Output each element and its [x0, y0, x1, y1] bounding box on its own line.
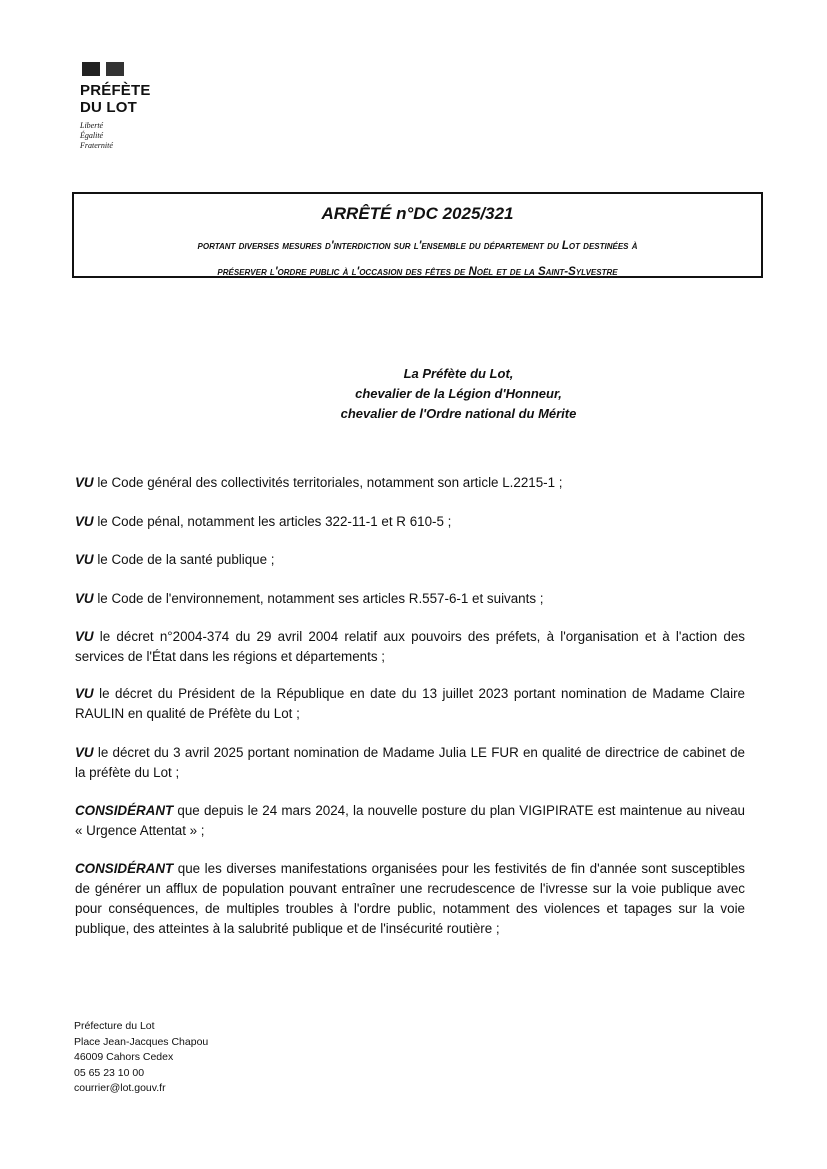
paragraph-lead: VU [75, 475, 94, 490]
paragraph [75, 589, 745, 609]
paragraph [75, 743, 745, 783]
title-box [72, 192, 763, 278]
decree-subtitle [74, 233, 761, 285]
motto [80, 121, 151, 151]
subtitle-line: préserver l'ordre public à l'occasion des fêtes de Noël et de la Saint-Sylvestre [217, 266, 618, 278]
marianne-emblem-icon [82, 62, 151, 76]
paragraph-lead: VU [75, 629, 94, 644]
authority-line: La Préfète du Lot, [403, 366, 514, 381]
paragraph-text: le Code de l'environnement, notamment ses articles R.557-6-1 et suivants ; [93, 591, 544, 606]
paragraph-lead: CONSIDÉRANT [75, 861, 174, 876]
authority-line: chevalier de la Légion d'Honneur, [355, 386, 562, 401]
motto-line: Liberté [80, 121, 104, 130]
paragraph-lead: VU [75, 745, 94, 760]
org-name [80, 82, 151, 116]
footer-line: Place Jean-Jacques Chapou [74, 1035, 209, 1048]
paragraph [75, 627, 745, 667]
paragraph-text: le décret n°2004-374 du 29 avril 2004 relatif aux pouvoirs des préfets, à l'organisation et à l'action des services de l'État dans les régions et départements ; [75, 629, 745, 664]
decree-number: ARRÊTÉ n°DC 2025/321 [321, 204, 514, 223]
footer-line: 46009 Cahors Cedex [74, 1051, 174, 1063]
footer-email: courrier@lot.gouv.fr [74, 1082, 166, 1094]
subtitle-line: portant diverses mesures d'interdiction sur l'ensemble du département du Lot destinées à [197, 240, 638, 252]
paragraph-text: que les diverses manifestations organisées pour les festivités de fin d'année sont susceptibles de générer un afflux de population pouvant entraîner une recrudescence de l'ivresse sur la voie publique avec pour conséquences, de multiples troubles à l'ordre public, notamment des violences et tapages sur la voie publique, des atteintes à la salubrité publique et de l'insécurité routière ; [75, 861, 745, 936]
paragraph-text: le Code de la santé publique ; [93, 552, 275, 567]
prefecture-logo [80, 62, 151, 151]
authority-line: chevalier de l'Ordre national du Mérite [340, 406, 577, 421]
paragraph [75, 684, 745, 724]
paragraph-lead: VU [75, 552, 94, 567]
paragraph [75, 473, 745, 493]
paragraph [75, 801, 745, 841]
motto-line: Fraternité [80, 141, 113, 150]
paragraph-text: le décret du 3 avril 2025 portant nomination de Madame Julia LE FUR en qualité de directrice de cabinet de la préfète du Lot ; [75, 745, 745, 780]
footer-line: Préfecture du Lot [74, 1020, 155, 1032]
paragraph-lead: CONSIDÉRANT [75, 803, 174, 818]
org-name-line1: PRÉFÈTE [80, 82, 151, 99]
paragraph [75, 550, 745, 570]
paragraph [75, 859, 745, 939]
paragraph-lead: VU [75, 591, 94, 606]
paragraph-text: que depuis le 24 mars 2024, la nouvelle posture du plan VIGIPIRATE est maintenue au niveau « Urgence Attentat » ; [75, 803, 745, 838]
paragraph [75, 512, 745, 532]
paragraph-text: le décret du Président de la République en date du 13 juillet 2023 portant nomination de Madame Claire RAULIN en qualité de Préfète du Lot ; [75, 686, 745, 721]
motto-line: Égalité [80, 131, 104, 140]
paragraph-lead: VU [75, 686, 94, 701]
paragraph-text: le Code général des collectivités territoriales, notamment son article L.2215-1 ; [93, 475, 563, 490]
footer-address [74, 1019, 208, 1097]
footer-phone: 05 65 23 10 00 [74, 1066, 145, 1079]
paragraph-text: le Code pénal, notamment les articles 322-11-1 et R 610-5 ; [93, 514, 452, 529]
org-name-line2: DU LOT [80, 99, 138, 116]
paragraph-lead: VU [75, 514, 94, 529]
authority-block [0, 364, 827, 424]
